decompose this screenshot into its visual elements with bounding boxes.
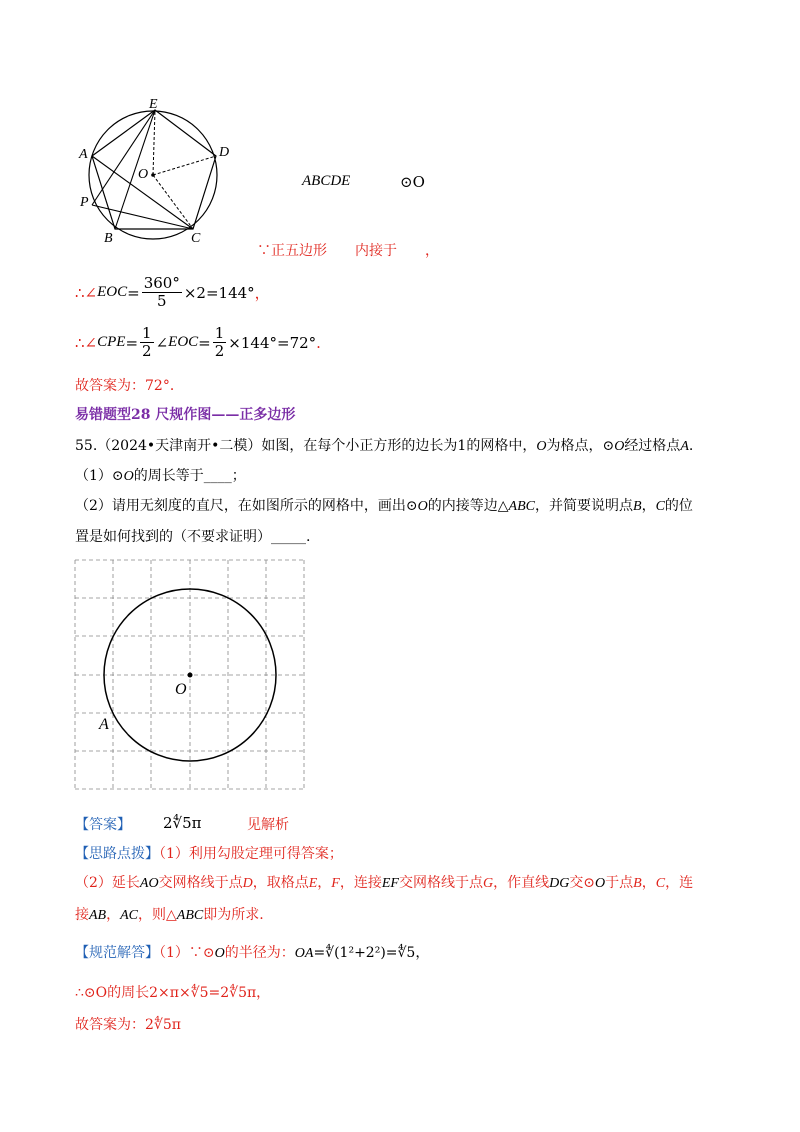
hint-line3: 接AB，AC，则△ABC即为所求. — [75, 907, 264, 923]
answer-value: 2∜5π — [163, 814, 202, 832]
pentagon-circle-figure — [70, 90, 240, 250]
equation-cpe: ∴∠ CPE = $\frac{1}{2}$ ∠ EOC = $\frac{1}{2}$ ×144°=72° . — [75, 324, 321, 360]
problem-q2: （2）请用无刻度的直尺，在如图所示的网格中，画出⊙O的内接等边△ABC，并简要说明点B，C的位 — [75, 498, 693, 514]
label-b: B — [104, 231, 113, 246]
label-o: O — [138, 167, 149, 182]
grid-circle-figure — [70, 555, 310, 795]
inscribed-text: 内接于 — [355, 243, 397, 259]
grid-label-a: A — [99, 716, 109, 733]
answer-72: 故答案为：72°． — [75, 378, 184, 394]
label-e: E — [149, 97, 158, 112]
label-a: A — [79, 147, 88, 162]
label-d: D — [219, 145, 230, 160]
text-circle-o: ⊙O — [400, 173, 425, 191]
problem-line1: 55.（2024•天津南开•二模）如图，在每个小正方形的边长为1的网格中，O为格点，⊙O经过格点A. — [75, 438, 694, 454]
label-c: C — [191, 231, 201, 246]
problem-q1: （1）⊙O的周长等于____； — [75, 468, 246, 484]
because-line: ∵正五边形 — [257, 243, 327, 259]
solution-line3: 故答案为：2∜5π — [75, 1017, 181, 1033]
section-title: 易错题型28 尺规作图——正多边形 — [75, 407, 296, 423]
solution-line1: 【规范解答】（1）∵⊙O的半径为：OA=∜(1²+2²)=∜5， — [75, 945, 430, 961]
equation-eoc: ∴∠ EOC = $\frac{360^\circ}{5}$ ×2=144° ， — [75, 274, 270, 310]
hint-line2: （2）延长AO交网格线于点D，取格点E，F，连接EF交网格线于点G，作直线DG交⊙O于点B，C，连 — [75, 875, 694, 891]
problem-q2-cont: 置是如何找到的（不要求证明）_____. — [75, 529, 311, 545]
answer-see: 见解析 — [247, 817, 289, 833]
solution-line2: ∴⊙O的周长2×π×∜5=2∜5π， — [75, 985, 271, 1001]
answer-block: 【答案】 — [75, 817, 131, 833]
grid-label-o: O — [175, 681, 187, 698]
inscribed-comma: ， — [425, 243, 439, 259]
hint-line1: 【思路点拨】（1）利用勾股定理可得答案； — [75, 846, 343, 862]
text-abcde: ABCDE — [302, 173, 351, 189]
label-p: P — [80, 195, 89, 210]
